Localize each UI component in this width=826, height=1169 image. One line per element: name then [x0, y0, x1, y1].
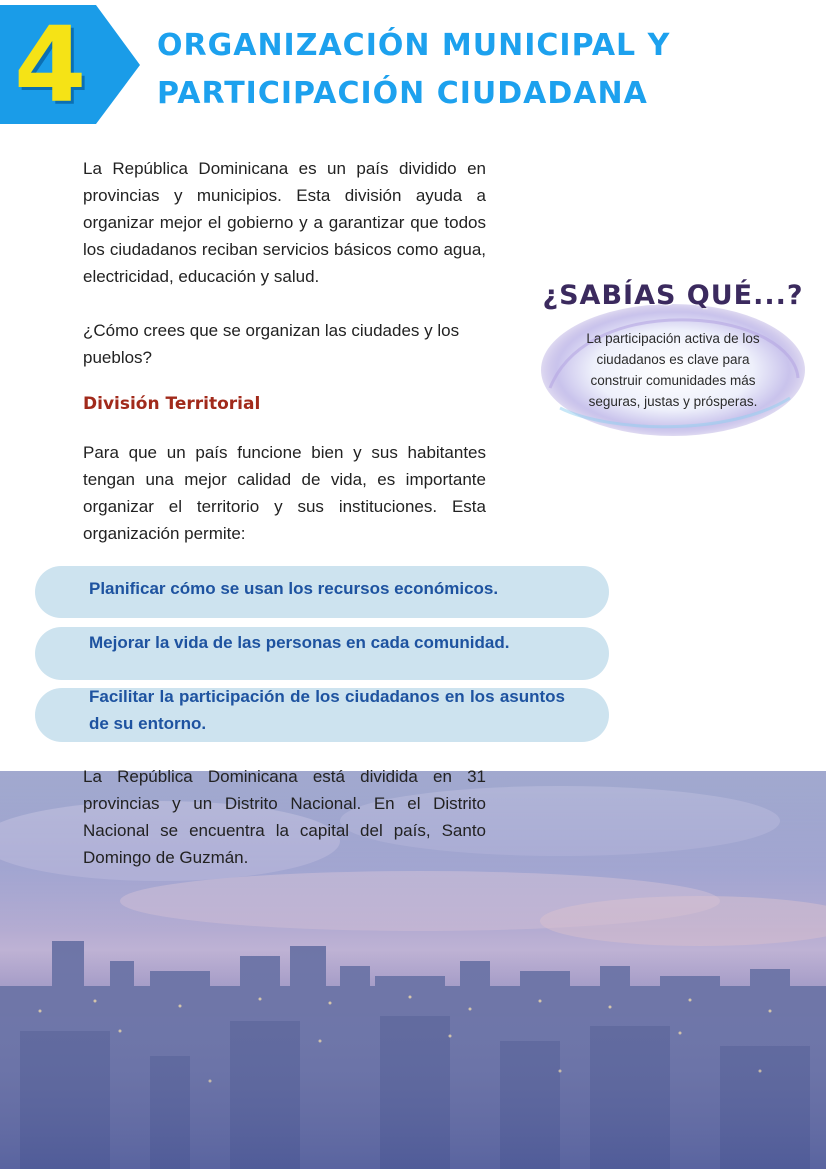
did-you-know-title: ¿SABÍAS QUÉ...?	[542, 280, 804, 311]
title-line-1: ORGANIZACIÓN MUNICIPAL Y	[157, 28, 671, 63]
title-line-2: PARTICIPACIÓN CIUDADANA	[157, 76, 648, 111]
benefit-text: Mejorar la vida de las personas en cada comunidad.	[89, 633, 510, 652]
benefit-text: Planificar cómo se usan los recursos económicos.	[89, 579, 499, 598]
page-title	[157, 22, 717, 118]
did-you-know-box	[540, 280, 806, 440]
benefit-item	[35, 627, 609, 680]
chapter-badge	[0, 5, 140, 124]
benefit-text: Facilitar la participación de los ciudadanos en los asuntos de su entorno.	[89, 687, 565, 733]
section-heading: División Territorial	[83, 394, 261, 414]
did-you-know-text: La participación activa de los ciudadanos es clave para construir comunidades más seguras, justas y prósperas.	[586, 331, 760, 409]
chapter-number: 4	[14, 4, 87, 126]
benefit-item	[35, 688, 609, 742]
section-paragraph: Para que un país funcione bien y sus habitantes tengan una mejor calidad de vida, es importante organizar el territorio y sus instituciones. Esta organización permite:	[83, 443, 486, 543]
benefit-item	[35, 566, 609, 618]
intro-question: ¿Cómo crees que se organizan las ciudades y los pueblos?	[83, 321, 460, 367]
intro-paragraph: La República Dominicana es un país dividido en provincias y municipios. Esta división ayuda a organizar mejor el gobierno y a garantizar que todos los ciudadanos reciban servicios básicos como agua, electricidad, educación y salud.	[83, 159, 486, 286]
closing-paragraph: La República Dominicana está dividida en 31 provincias y un Distrito Nacional. En el Distrito Nacional se encuentra la capital del país, Santo Domingo de Guzmán.	[83, 767, 486, 867]
